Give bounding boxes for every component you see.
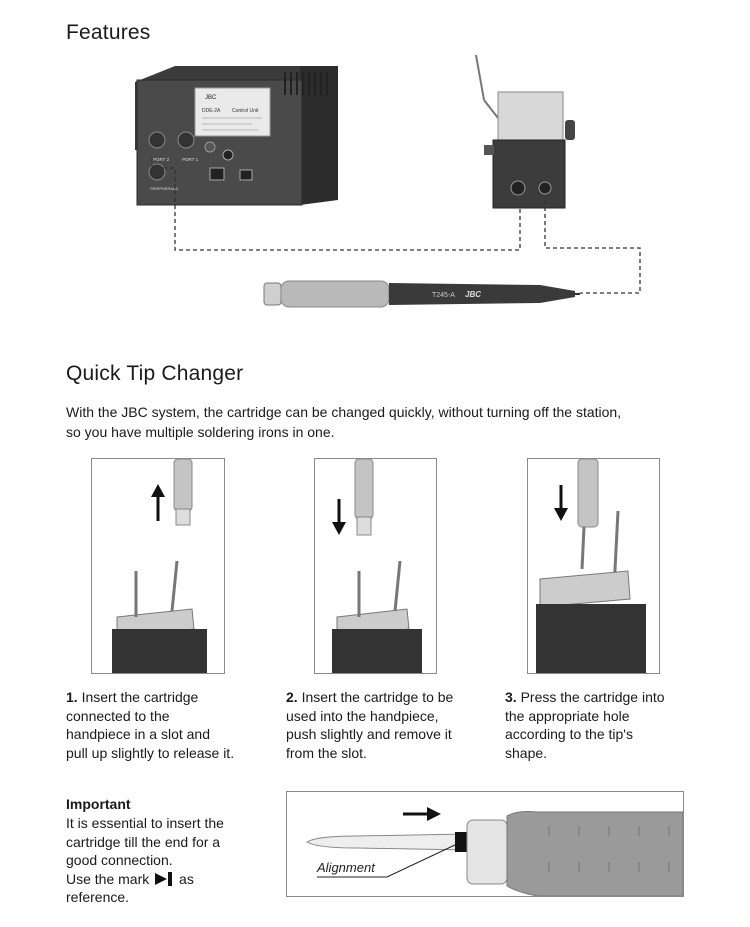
peripherals-label: PERIPHERALS	[150, 186, 179, 191]
handpiece	[264, 281, 580, 307]
step-2-line-4: from the slot.	[286, 744, 367, 761]
step-3-line-1: Press the cartridge into	[520, 689, 665, 705]
important-line-5: reference.	[66, 889, 130, 905]
step-2-caption	[286, 688, 486, 762]
port2-label: PORT 2	[153, 157, 170, 162]
step-3-line-3: according to the tip's	[505, 726, 633, 742]
down-arrow-icon	[554, 485, 568, 521]
quick-tip-title: Quick Tip Changer	[66, 362, 244, 385]
port1-label: PORT 1	[182, 157, 199, 162]
iron-stand	[476, 55, 575, 208]
control-station	[135, 66, 338, 205]
step-2-number: 2.	[286, 689, 298, 705]
important-line-4a: Use the mark	[66, 870, 150, 887]
step-3-image	[527, 458, 660, 674]
step-1-caption	[66, 688, 266, 762]
features-illustration	[0, 0, 750, 330]
step-1-number: 1.	[66, 689, 78, 705]
step-2-line-1: Insert the cartridge to be	[301, 689, 454, 705]
intro-line-2: so you have multiple soldering irons in one.	[66, 424, 335, 440]
station-unit: Control Unit	[232, 108, 259, 114]
important-line-3: good connection.	[66, 852, 173, 868]
important-title: Important	[66, 796, 131, 812]
features-title: Features	[66, 21, 151, 44]
step-3-line-4: shape.	[505, 744, 548, 761]
station-brand: JBC	[205, 95, 217, 101]
quick-tip-intro	[66, 402, 706, 442]
step-1-line-1: Insert the cartridge	[81, 689, 199, 705]
important-line-1: It is essential to insert the	[66, 815, 224, 831]
intro-line-1: With the JBC system, the cartridge can be changed quickly, without turning off the station,	[66, 404, 622, 420]
right-arrow-icon	[403, 807, 441, 821]
step-2-image	[314, 458, 437, 674]
important-line-4b: as	[179, 870, 194, 887]
step-3-caption	[505, 688, 705, 762]
step-1-image	[91, 458, 225, 674]
step-3-number: 3.	[505, 689, 517, 705]
step-3-line-2: the appropriate hole	[505, 707, 630, 724]
important-body	[66, 814, 266, 907]
step-2-line-3: push slightly and remove it	[286, 726, 452, 742]
step-1-line-4: pull up slightly to release it.	[66, 744, 235, 761]
step-2-line-2: used into the handpiece,	[286, 707, 439, 724]
handpiece-brand: JBC	[465, 290, 482, 299]
handpiece-model: T245-A	[432, 292, 455, 299]
station-model: DDE-2A	[202, 108, 221, 114]
up-arrow-icon	[151, 484, 165, 521]
step-1-line-2: connected to the	[66, 707, 170, 724]
important-line-2: cartridge till the end for a	[66, 833, 221, 850]
alignment-image	[286, 791, 684, 897]
alignment-label: Alignment	[317, 860, 375, 875]
step-1-line-3: handpiece in a slot and	[66, 726, 210, 742]
down-arrow-icon	[332, 499, 346, 535]
alignment-mark-icon	[153, 872, 175, 886]
